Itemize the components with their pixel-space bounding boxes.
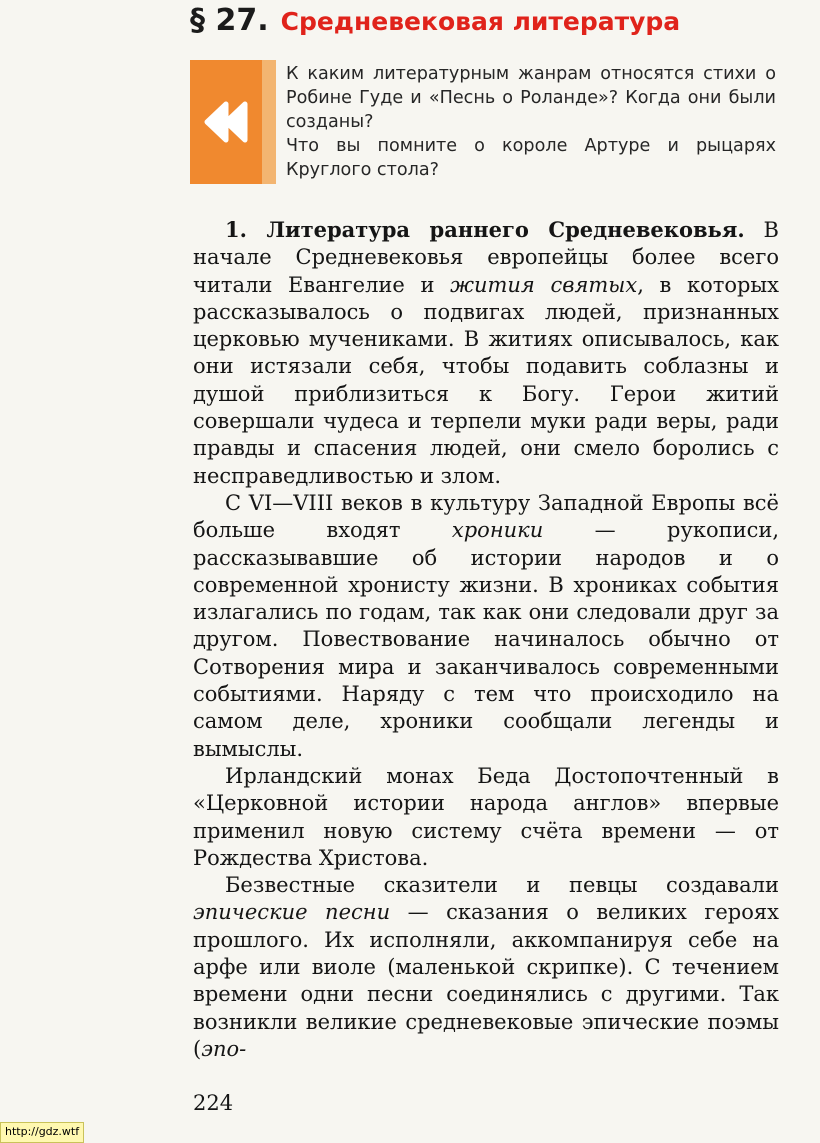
text-run: — сказания о великих героях прошлого. Их исполняли, аккомпанируя себе на арфе или виоле (маленькой скрипке). С течением времени одни песни соединялись с другими. Так возникли великие средневековые эпические поэмы ( bbox=[193, 900, 779, 1061]
rewind-icon bbox=[190, 60, 262, 184]
review-question: Что вы помните о короле Артуре и рыцарях Круглого стола? bbox=[286, 136, 776, 180]
section-number: § 27. bbox=[190, 3, 269, 38]
term: хроники bbox=[451, 518, 544, 543]
text-run: Ирландский монах Беда Достопочтенный в «Церковной истории народа англов» впервые применил новую систему счёта времени — от Рождества Христова. bbox=[193, 763, 779, 870]
text-run: В начале Средневековья европейцы более всего читали Евангелие и bbox=[193, 218, 779, 297]
text-run: С VI—VIII веков в культуру Западной Европы всё больше входят bbox=[193, 490, 779, 543]
section-title-text: Средневековая литература bbox=[280, 7, 681, 36]
text-run: , в которых рассказывалось о подвигах людей, признанных церковью мучениками. В житиях описывалось, как они истязали себя, чтобы подавить соблазны и душой приблизиться к Богу. Герои житий совершали чудеса и терпели муки ради веры, ради правды и спасения людей, они смело боролись с несправедливостью и злом. bbox=[193, 272, 779, 488]
review-question: К каким литературным жанрам относятся стихи о Робине Гуде и «Песнь о Роланде»? Когда они были созданы? bbox=[286, 64, 776, 132]
text-run: — рукописи, рассказывавшие об истории народов и о современной хронисту жизни. В хрониках события излагались по годам, так как они следовали друг за другом. Повествование начиналось обычно от Сотворения мира и заканчивалось современными событиями. Наряду с тем что происходило на самом деле, хроники сообщали легенды и вымыслы. bbox=[193, 518, 780, 761]
paragraph bbox=[193, 490, 779, 763]
term: эпические песни bbox=[193, 900, 391, 925]
review-questions bbox=[286, 62, 776, 182]
page-number: 224 bbox=[193, 1091, 234, 1115]
term: жития святых bbox=[450, 272, 638, 297]
section-title bbox=[190, 3, 680, 43]
review-questions-box bbox=[190, 60, 780, 186]
paragraph bbox=[193, 763, 779, 872]
subsection-heading: 1. Литература раннего Средневековья. bbox=[225, 217, 745, 242]
main-text bbox=[193, 216, 779, 1063]
paragraph bbox=[193, 216, 779, 490]
review-strip bbox=[262, 60, 276, 184]
text-run: Безвестные сказители и певцы создавали bbox=[225, 873, 779, 898]
term: эпо- bbox=[201, 1036, 247, 1061]
watermark-link[interactable]: http://gdz.wtf bbox=[0, 1122, 84, 1143]
paragraph bbox=[193, 872, 779, 1063]
